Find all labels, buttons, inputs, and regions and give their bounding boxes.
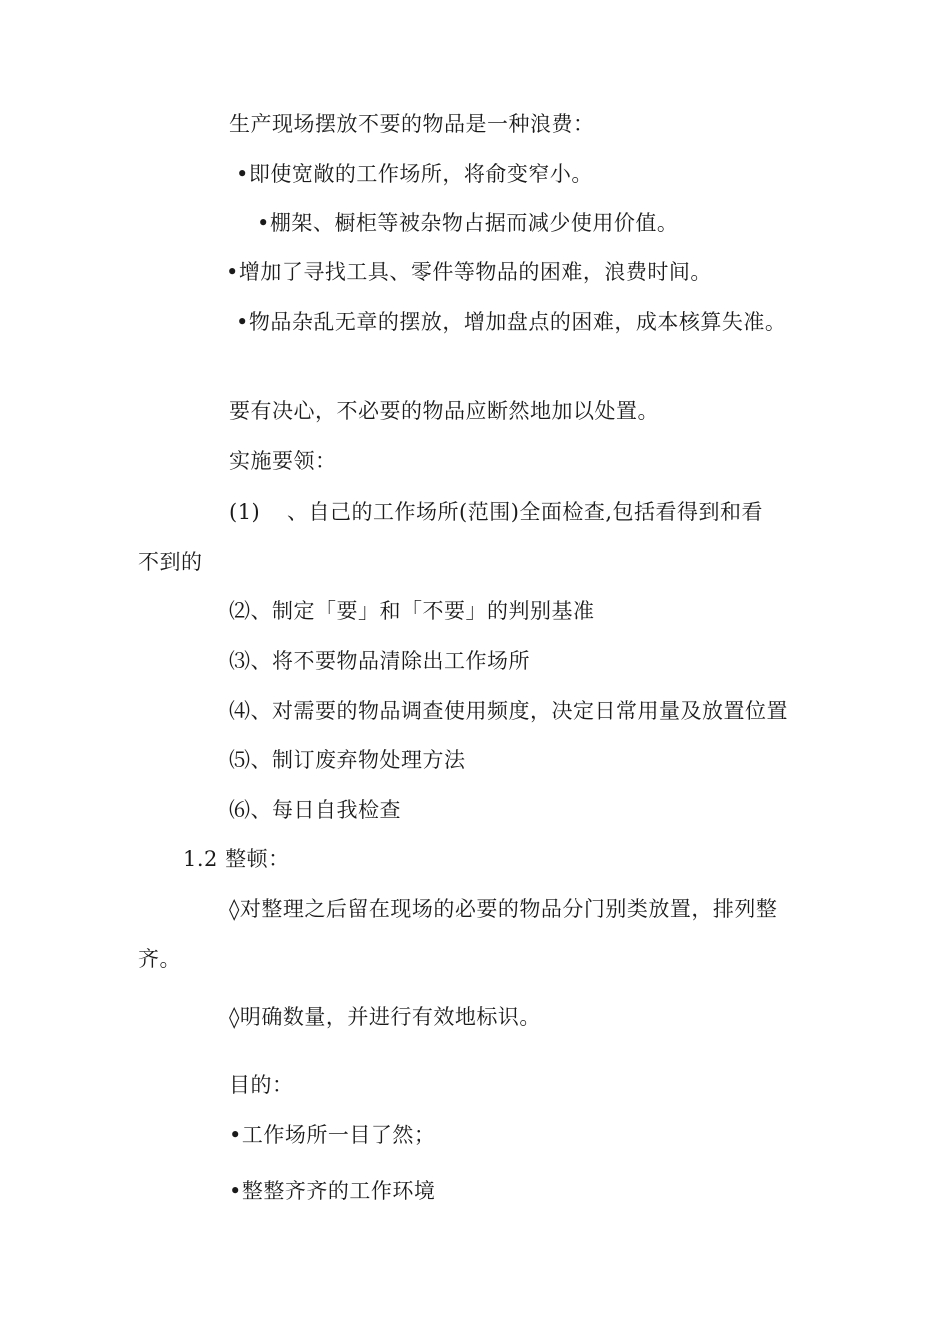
paragraph-key-points: 实施要领： bbox=[229, 449, 337, 473]
step-1-continuation: 不到的 bbox=[138, 550, 203, 574]
paragraph-waste-intro: 生产现场摆放不要的物品是一种浪费： bbox=[229, 112, 595, 136]
bullet-inventory: •物品杂乱无章的摆放，增加盘点的困难，成本核算失准。 bbox=[236, 310, 787, 334]
step-4: ⑷、对需要的物品调查使用频度，决定日常用量及放置位置 bbox=[229, 699, 788, 723]
step-2: ⑵、制定「要」和「不要」的判别基准 bbox=[229, 599, 595, 623]
diamond-item-2: ◊明确数量，并进行有效地标识。 bbox=[229, 1005, 541, 1029]
goal-bullet-1: •工作场所一目了然； bbox=[229, 1123, 436, 1147]
step-3: ⑶、将不要物品清除出工作场所 bbox=[229, 649, 530, 673]
paragraph-purpose: 目的： bbox=[229, 1073, 294, 1097]
bullet-search-time: •增加了寻找工具、零件等物品的困难，浪费时间。 bbox=[226, 260, 712, 284]
diamond-item-1-continuation: 齐。 bbox=[138, 947, 181, 971]
step-6: ⑹、每日自我检查 bbox=[229, 798, 401, 822]
section-heading-1-2: 1.2 整顿： bbox=[183, 847, 290, 871]
goal-bullet-2: •整整齐齐的工作环境 bbox=[229, 1179, 436, 1203]
step-1-number: (1) bbox=[229, 500, 261, 524]
paragraph-determination: 要有决心，不必要的物品应断然地加以处置。 bbox=[229, 399, 659, 423]
step-1-text: 、自己的工作场所(范围)全面检查,包括看得到和看 bbox=[287, 500, 764, 524]
bullet-space: •即使宽敞的工作场所，将俞变窄小。 bbox=[236, 162, 593, 186]
diamond-item-1: ◊对整理之后留在现场的必要的物品分门别类放置，排列整 bbox=[229, 897, 778, 921]
bullet-shelves: •棚架、橱柜等被杂物占据而减少使用价值。 bbox=[257, 211, 679, 235]
step-5: ⑸、制订废弃物处理方法 bbox=[229, 748, 466, 772]
